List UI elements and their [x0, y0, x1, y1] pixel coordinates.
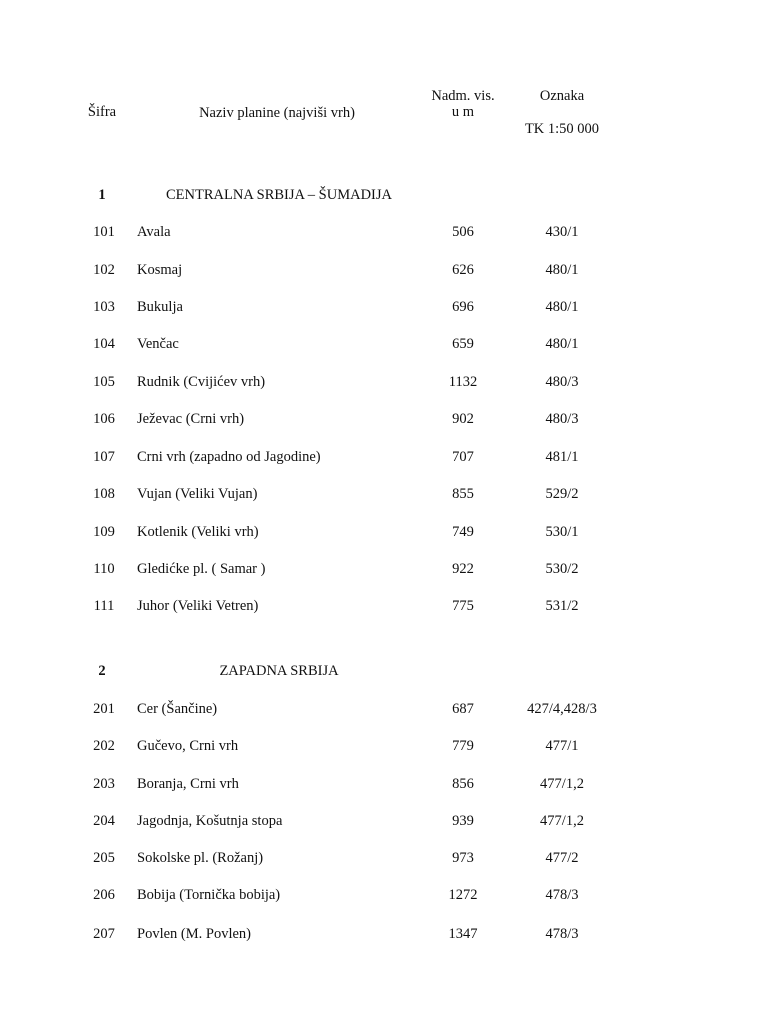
row-mountain-name: Sokolske pl. (Rožanj) — [137, 850, 264, 866]
row-code: 205 — [93, 850, 115, 866]
row-map-sheet: 477/2 — [545, 850, 579, 866]
row-mountain-name: Avala — [137, 224, 171, 240]
header-map-line2: TK 1:50 000 — [524, 121, 600, 137]
row-mountain-name: Kosmaj — [137, 262, 183, 278]
row-code: 204 — [93, 813, 115, 829]
row-mountain-name: Gučevo, Crni vrh — [137, 738, 239, 754]
row-code: 105 — [93, 374, 115, 390]
row-map-sheet: 480/1 — [545, 262, 579, 278]
row-code: 206 — [93, 887, 115, 903]
row-mountain-name: Crni vrh (zapadno od Jagodine) — [137, 449, 321, 465]
row-map-sheet: 480/1 — [545, 299, 579, 315]
row-altitude: 775 — [452, 598, 474, 614]
row-code: 207 — [93, 926, 115, 942]
row-code: 106 — [93, 411, 115, 427]
row-map-sheet: 430/1 — [545, 224, 579, 240]
row-altitude: 696 — [452, 299, 474, 315]
row-map-sheet: 478/3 — [545, 887, 579, 903]
row-code: 101 — [93, 224, 115, 240]
row-map-sheet: 427/4,428/3 — [527, 701, 597, 717]
row-altitude: 855 — [452, 486, 474, 502]
row-mountain-name: Cer (Šančine) — [137, 701, 218, 717]
row-altitude: 1132 — [448, 374, 478, 390]
row-code: 111 — [93, 598, 115, 614]
row-code: 110 — [93, 561, 115, 577]
row-map-sheet: 480/3 — [545, 374, 579, 390]
row-mountain-name: Kotlenik (Veliki vrh) — [137, 524, 259, 540]
row-altitude: 1272 — [448, 887, 478, 903]
row-mountain-name: Jagodnja, Košutnja stopa — [137, 813, 283, 829]
row-mountain-name: Ježevac (Crni vrh) — [137, 411, 245, 427]
row-altitude: 779 — [452, 738, 474, 754]
row-map-sheet: 480/1 — [545, 336, 579, 352]
row-mountain-name: Povlen (M. Povlen) — [137, 926, 251, 942]
row-code: 203 — [93, 776, 115, 792]
row-altitude: 749 — [452, 524, 474, 540]
row-map-sheet: 529/2 — [545, 486, 579, 502]
row-map-sheet: 480/3 — [545, 411, 579, 427]
row-code: 103 — [93, 299, 115, 315]
row-mountain-name: Boranja, Crni vrh — [137, 776, 239, 792]
row-mountain-name: Rudnik (Cvijićev vrh) — [137, 374, 266, 390]
section-title: CENTRALNA SRBIJA – ŠUMADIJA — [166, 187, 392, 203]
row-altitude: 687 — [452, 701, 474, 717]
section-code: 1 — [98, 187, 106, 203]
section-code: 2 — [98, 663, 106, 679]
row-code: 108 — [93, 486, 115, 502]
section-title: ZAPADNA SRBIJA — [219, 663, 339, 679]
row-altitude: 973 — [452, 850, 474, 866]
row-mountain-name: Juhor (Veliki Vetren) — [137, 598, 259, 614]
row-altitude: 939 — [452, 813, 474, 829]
row-code: 104 — [93, 336, 115, 352]
row-altitude: 626 — [452, 262, 474, 278]
header-map-line1: Oznaka — [539, 88, 585, 104]
row-map-sheet: 478/3 — [545, 926, 579, 942]
header-mountain-name: Naziv planine (najviši vrh) — [199, 105, 355, 121]
header-altitude-line1: Nadm. vis. — [431, 88, 495, 104]
row-code: 201 — [93, 701, 115, 717]
row-mountain-name: Bukulja — [137, 299, 183, 315]
row-code: 109 — [93, 524, 115, 540]
row-code: 202 — [93, 738, 115, 754]
header-code: Šifra — [87, 104, 117, 120]
row-altitude: 902 — [452, 411, 474, 427]
row-mountain-name: Gledićke pl. ( Samar ) — [137, 561, 266, 577]
row-code: 102 — [93, 262, 115, 278]
row-altitude: 707 — [452, 449, 474, 465]
row-altitude: 856 — [452, 776, 474, 792]
row-mountain-name: Bobija (Tornička bobija) — [137, 887, 281, 903]
row-altitude: 659 — [452, 336, 474, 352]
header-altitude-line2: u m — [451, 104, 475, 120]
row-mountain-name: Vujan (Veliki Vujan) — [137, 486, 258, 502]
row-map-sheet: 531/2 — [545, 598, 579, 614]
row-mountain-name: Venčac — [137, 336, 179, 352]
row-code: 107 — [93, 449, 115, 465]
row-map-sheet: 477/1,2 — [540, 776, 584, 792]
row-map-sheet: 530/1 — [545, 524, 579, 540]
row-map-sheet: 477/1,2 — [540, 813, 584, 829]
row-altitude: 1347 — [448, 926, 478, 942]
row-map-sheet: 481/1 — [545, 449, 579, 465]
row-altitude: 506 — [452, 224, 474, 240]
row-altitude: 922 — [452, 561, 474, 577]
row-map-sheet: 530/2 — [545, 561, 579, 577]
row-map-sheet: 477/1 — [545, 738, 579, 754]
